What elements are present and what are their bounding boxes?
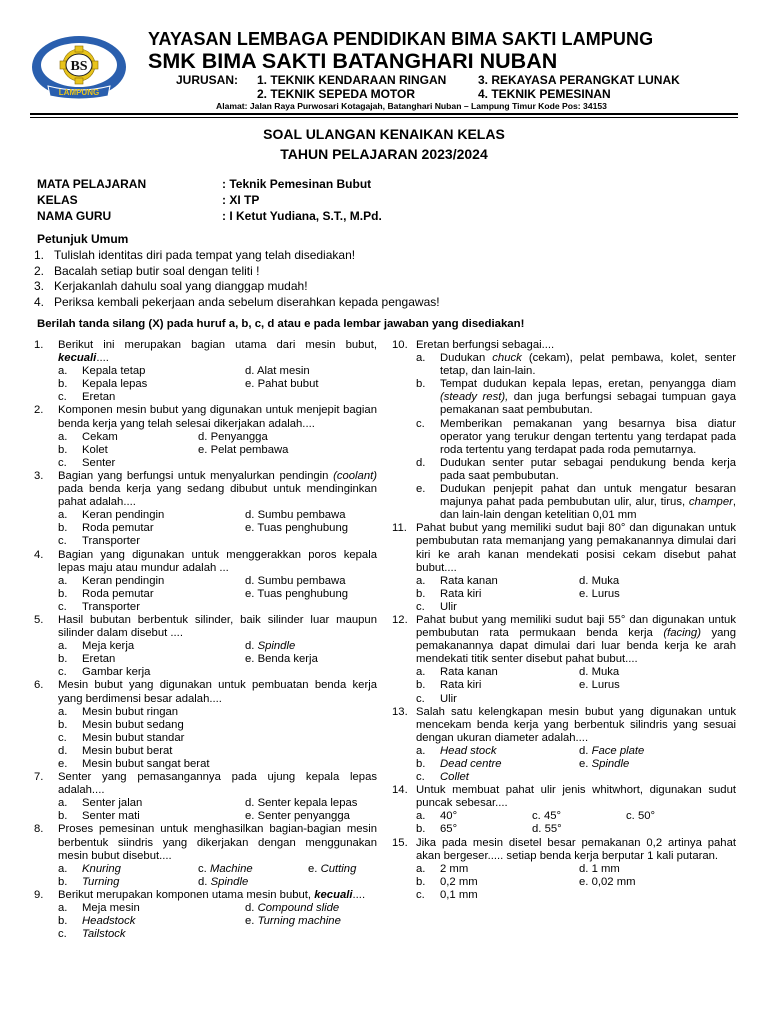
option-row: b. Roda pemutar e. Tuas penghubung xyxy=(58,522,349,535)
option-row: b. Eretan e. Benda kerja xyxy=(58,653,318,666)
question-6: 6. Mesin bubut yang digunakan untuk pembuatan benda kerja yang berdimensi besar adalah.... xyxy=(34,679,377,705)
question-15: 15. Jika pada mesin disetel besar pemakanan 0,2 artinya pahat akan bergeser..... setiap benda kerja berputar 1 kali putaran. xyxy=(392,836,736,862)
instructions-heading: Petunjuk Umum xyxy=(37,232,129,246)
question-9: 9. Berikut merupakan komponen utama mesin bubut, kecuali.... xyxy=(34,888,366,901)
option-row: b. Kolet e. Pelat pembawa xyxy=(58,443,289,456)
option-row: c. 0,1 mm xyxy=(416,888,478,901)
major-3: 3. REKAYASA PERANGKAT LUNAK xyxy=(478,73,680,87)
option-row: c. Transporter xyxy=(58,535,140,548)
option-row: c. Ulir xyxy=(416,692,457,705)
question-4: 4. Bagian yang digunakan untuk menggerakkan poros kepala lepas maju atau mundur adalah ... xyxy=(34,548,377,574)
option-row: a. Cekam d. Penyangga xyxy=(58,430,268,443)
option-row: c. Ulir xyxy=(416,600,457,613)
option-10e: e. Dudukan penjepit pahat dan untuk mengatur besaran majunya pahat pada pembubutan ulir, alur, tirus, champer, dan lain-lain dengan ketelitian 0,01 mm xyxy=(416,483,736,522)
option-row: b. 65° d. 55° xyxy=(416,823,562,836)
option-row: b. 0,2 mm e. 0,02 mm xyxy=(416,875,636,888)
school-logo xyxy=(30,34,128,100)
option-row: c. Transporter xyxy=(58,600,140,613)
school-name: SMK BIMA SAKTI BATANGHARI NUBAN xyxy=(148,49,558,73)
option-row: b. Dead centre e. Spindle xyxy=(416,758,630,770)
option-row: e. Mesin bubut sangat berat xyxy=(58,758,210,770)
header-rule-thin xyxy=(30,117,738,118)
question-11: 11. Pahat bubut yang memiliki sudut baji 80° dan digunakan untuk pembubutan rata memanjang yang pemakanannya dimulai dari kiri ke arah kanan mendekati posisi cekam disebut pahat bubut.... xyxy=(392,522,736,574)
option-row: b. Senter mati e. Senter penyangga xyxy=(58,810,350,823)
exam-year: TAHUN PELAJARAN 2023/2024 xyxy=(280,146,488,162)
identity-class: KELAS : XI TP xyxy=(37,193,260,207)
instruction-item: 3. Kerjakanlah dahulu soal yang dianggap mudah! xyxy=(34,279,308,293)
option-row: a. 2 mm d. 1 mm xyxy=(416,862,620,875)
answer-instruction: Berilah tanda silang (X) pada huruf a, b, c, d atau e pada lembar jawaban yang disediakan! xyxy=(37,318,525,330)
option-row: a. Kepala tetap d. Alat mesin xyxy=(58,365,310,378)
option-row: c. Mesin bubut standar xyxy=(58,731,185,744)
instruction-item: 4. Periksa kembali pekerjaan anda sebelum diserahkan kepada pengawas! xyxy=(34,294,440,309)
instruction-item: 2. Bacalah setiap butir soal dengan teliti ! xyxy=(34,263,260,278)
major-2: 2. TEKNIK SEPEDA MOTOR xyxy=(257,87,416,101)
question-13: 13. Salah satu kelengkapan mesin bubut yang digunakan untuk mencekam benda kerja yang berbentuk silindris yang sesuai dengan ukuran diameter adalah.... xyxy=(392,705,736,744)
identity-teacher: NAMA GURU : I Ketut Yudiana, S.T., M.Pd. xyxy=(37,209,382,223)
option-row: c. Collet xyxy=(416,771,469,784)
option-10a: a. Dudukan chuck (cekam), pelat pembawa, kolet, senter tetap, dan lain-lain. xyxy=(416,352,736,378)
question-10: 10. Eretan berfungsi sebagai.... xyxy=(392,339,555,351)
option-row: a. Meja mesin d. Compound slide xyxy=(58,902,340,915)
logo-initials: BS xyxy=(70,59,88,74)
jurusan-label: JURUSAN: xyxy=(176,73,239,87)
option-row: b. Roda pemutar e. Tuas penghubung xyxy=(58,587,349,600)
question-3: 3. Bagian yang berfungsi untuk menyalurkan pendingin (coolant) pada benda kerja yang sedang dibubut untuk mendinginkan pahat adalah.... xyxy=(34,469,378,509)
identity-subject: MATA PELAJARAN : Teknik Pemesinan Bubut xyxy=(37,177,372,191)
option-row: a. Meja kerja d. Spindle xyxy=(58,640,296,653)
question-7: 7. Senter yang pemasangannya pada ujung kepala lepas adalah.... xyxy=(34,771,377,797)
exam-title: SOAL ULANGAN KENAIKAN KELAS xyxy=(263,126,505,142)
option-row: b. Turning d. Spindle xyxy=(58,875,249,888)
question-1: 1. Berikut ini merupakan bagian utama dari mesin bubut, kecuali.... xyxy=(34,339,377,365)
option-row: c. Senter xyxy=(58,456,116,469)
option-row: c. Eretan xyxy=(58,391,116,404)
questions-left-column xyxy=(34,339,377,941)
option-row: b. Rata kiri e. Lurus xyxy=(416,679,620,692)
option-row: c. Tailstock xyxy=(58,928,126,941)
question-12: 12. Pahat bubut yang memiliki sudut baji 55° dan digunakan untuk pembubutan rata permukaan benda kerja (facing) yang pemakanannya dapat dimulai dari luar benda kerja ke arah mendekati titik senter disebut pahat bubut.... xyxy=(392,613,737,666)
option-row: d. Mesin bubut berat xyxy=(58,744,173,757)
question-2: 2. Komponen mesin bubut yang digunakan untuk menjepit bagian benda kerja yang telah selesai dikerjakan adalah.... xyxy=(34,404,377,430)
option-row: b. Rata kiri e. Lurus xyxy=(416,587,620,600)
logo-ribbon: LAMPUNG xyxy=(58,88,100,97)
option-row: a. Senter jalan d. Senter kepala lepas xyxy=(58,797,358,810)
option-row: b. Kepala lepas e. Pahat bubut xyxy=(58,378,319,391)
option-10b: b. Tempat dudukan kepala lepas, eretan, penyangga diam (steady rest), dan juga berfungsi sebagai tumpuan gaya pemakanan saat pembubutan. xyxy=(416,378,736,417)
instruction-item: 1. Tulislah identitas diri pada tempat yang telah disediakan! xyxy=(34,248,356,262)
option-row: a. Keran pendingin d. Sumbu pembawa xyxy=(58,509,346,522)
question-5: 5. Hasil bubutan berbentuk silinder, baik silinder luar maupun silinder dalam disebut .... xyxy=(34,613,377,640)
major-1: 1. TEKNIK KENDARAAN RINGAN xyxy=(257,73,447,87)
foundation-name: YAYASAN LEMBAGA PENDIDIKAN BIMA SAKTI LAMPUNG xyxy=(148,29,654,49)
option-10c: c. Memberikan pemakanan yang besarnya bisa diatur operator yang terukur dengan tertentu yang terdapat pada roda tertentu yang terdapat pada roda pemutarnya. xyxy=(416,417,736,456)
major-4: 4. TEKNIK PEMESINAN xyxy=(478,87,611,101)
questions-right-column xyxy=(392,339,736,902)
option-row: a. Head stock d. Face plate xyxy=(416,744,645,757)
option-row: a. Rata kanan d. Muka xyxy=(416,666,620,679)
option-row: a. 40° c. 45° c. 50° xyxy=(416,810,656,823)
question-8: 8. Proses pemesinan untuk menghasilkan bagian-bagian mesin berbentuk siindris yang dikerjakan dengan menggunakan mesin bubut disebut.... xyxy=(34,823,377,862)
option-row: a. Knuring c. Machine e. Cutting xyxy=(58,862,357,875)
instructions-list xyxy=(34,248,754,310)
school-address: Alamat: Jalan Raya Purwosari Kotagajah, Batanghari Nuban – Lampung Timur Kode Pos: 34153 xyxy=(216,101,607,111)
option-row: b. Mesin bubut sedang xyxy=(58,718,184,731)
header-rule xyxy=(30,113,738,115)
option-row: a. Mesin bubut ringan xyxy=(58,705,179,718)
question-14: 14. Untuk membuat pahat ulir jenis whitwhort, digunakan sudut puncak sebesar.... xyxy=(392,784,736,810)
option-10d: d. Dudukan senter putar sebagai pendukung benda kerja pada saat pembubutan. xyxy=(416,456,736,482)
option-row: b. Headstock e. Turning machine xyxy=(58,915,341,928)
option-row: c. Gambar kerja xyxy=(58,666,151,679)
option-row: a. Keran pendingin d. Sumbu pembawa xyxy=(58,574,346,587)
option-row: a. Rata kanan d. Muka xyxy=(416,574,620,587)
